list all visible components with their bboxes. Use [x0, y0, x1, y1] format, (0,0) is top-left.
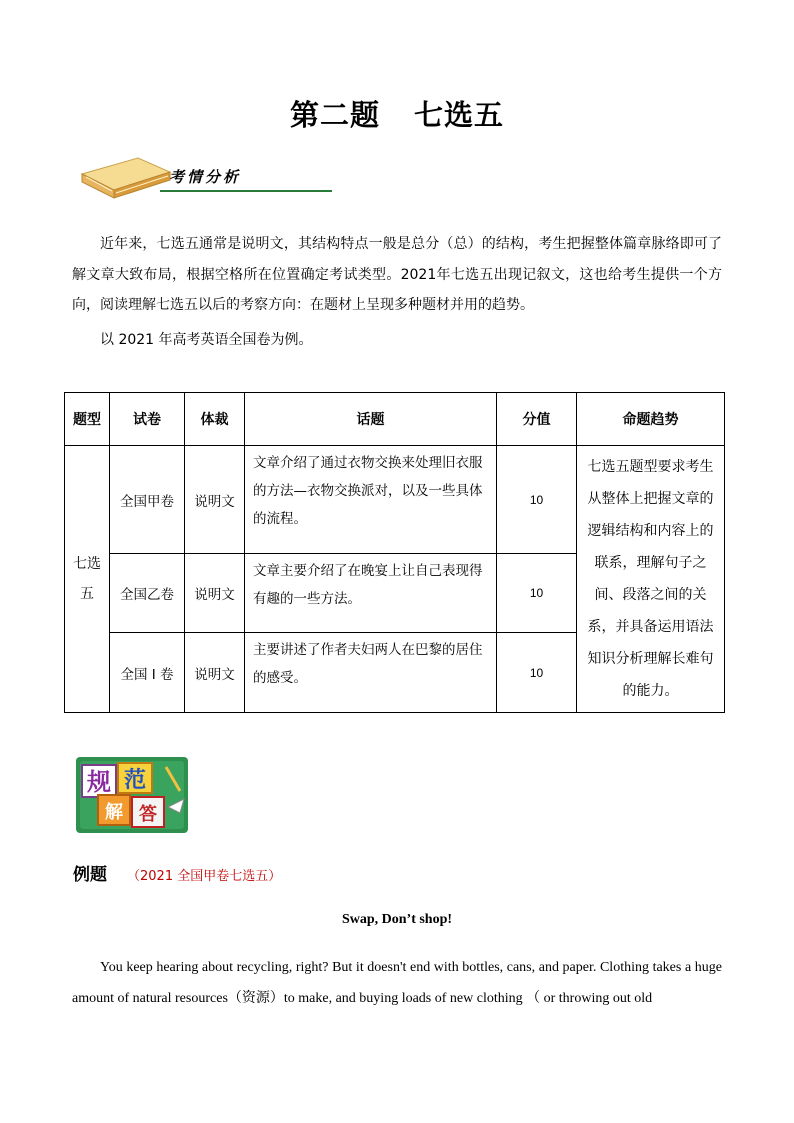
- title-part2: 七选五: [414, 98, 505, 132]
- answer-badge: [76, 757, 188, 833]
- example-heading: [73, 860, 281, 885]
- topic-cell: 文章介绍了通过衣物交换来处理旧衣服的方法—衣物交换派对，以及一些具体的流程。: [245, 446, 497, 554]
- type-text: 七选五: [73, 556, 101, 602]
- article-title: Swap, Don’t shop!: [341, 912, 453, 927]
- analysis-underline: [160, 190, 332, 192]
- topic-cell: 文章主要介绍了在晚宴上让自己表现得有趣的一些方法。: [245, 554, 497, 633]
- type-cell: [65, 446, 110, 713]
- header-cell: 体裁: [185, 393, 245, 446]
- table-header-row: [65, 393, 725, 446]
- header-cell: 分值: [497, 393, 577, 446]
- analysis-label: 考情分析: [169, 168, 242, 186]
- genre-cell: 说明文: [185, 446, 245, 554]
- title-part1: 第二题: [289, 98, 380, 132]
- header-cell: 命题趋势: [577, 393, 725, 446]
- page-title: [0, 93, 794, 134]
- example-label: 例题: [73, 865, 107, 885]
- exam-table: [64, 392, 725, 713]
- answer-badge-icon: [76, 757, 188, 833]
- answer-char: 规: [87, 768, 111, 796]
- header-cell: 试卷: [110, 393, 185, 446]
- book-icon: [78, 152, 173, 200]
- paper-cell: 全国甲卷: [110, 446, 185, 554]
- genre-cell: 说明文: [185, 633, 245, 713]
- article-body: You keep hearing about recycling, right? But it doesn't end with bottles, cans, and paper. Clothing takes a huge amount of natural resources（资源）to make, and buying loads of new clothing （ or throwing out old: [72, 960, 722, 1006]
- paper-cell: 全国乙卷: [110, 554, 185, 633]
- example-source: （2021 全国甲卷七选五）: [127, 869, 282, 884]
- intro-paragraph-2: 以 2021 年高考英语全国卷为例。: [100, 332, 313, 348]
- paper-cell: 全国 I 卷: [110, 633, 185, 713]
- header-cell: 话题: [245, 393, 497, 446]
- score-cell: 10: [497, 446, 577, 554]
- table-row: [65, 446, 725, 554]
- topic-cell: 主要讲述了作者夫妇两人在巴黎的居住的感受。: [245, 633, 497, 713]
- answer-char: 解: [105, 802, 123, 823]
- header-cell: 题型: [65, 393, 110, 446]
- intro-paragraph-1: 近年来，七选五通常是说明文，其结构特点一般是总分（总）的结构，考生把握整体篇章脉络即可了解文章大致布局，根据空格所在位置确定考试类型。2021年七选五出现记叙文，这也给考生提供一个方向，阅读理解七选五以后的考察方向：在题材上呈现多种题材并用的趋势。: [72, 236, 722, 313]
- score-cell: 10: [497, 633, 577, 713]
- analysis-badge: [78, 152, 268, 200]
- answer-char: 范: [123, 768, 147, 793]
- answer-char: 答: [139, 804, 157, 825]
- score-cell: 10: [497, 554, 577, 633]
- genre-cell: 说明文: [185, 554, 245, 633]
- trend-cell: 七选五题型要求考生从整体上把握文章的逻辑结构和内容上的联系，理解句子之间、段落之间的关系，并具备运用语法知识分析理解长难句的能力。: [577, 446, 725, 713]
